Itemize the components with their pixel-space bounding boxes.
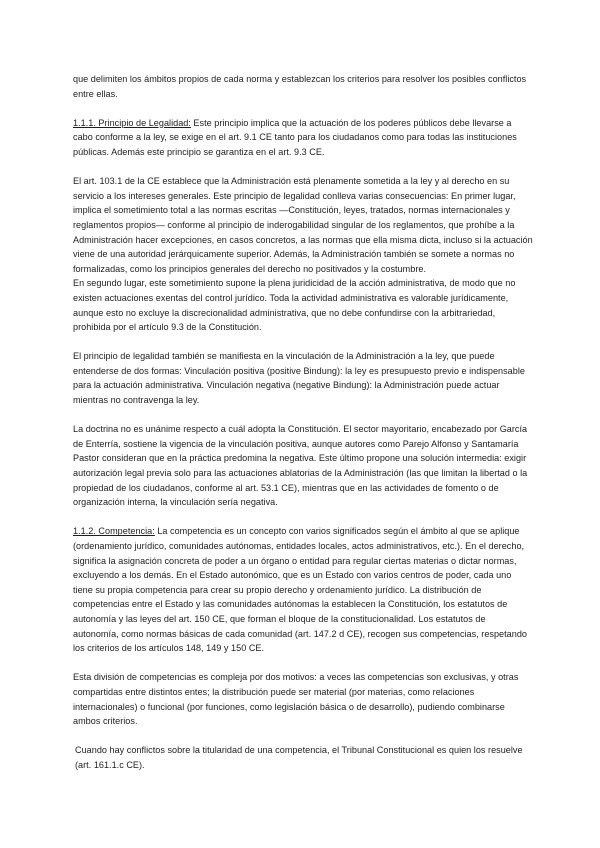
paragraph-intro-continuation: que delimiten los ámbitos propios de cada norma y establezcan los criterios para resolver los posibles conflictos entre ellas.	[73, 74, 527, 99]
paragraph-text: La competencia es un concepto con varios significados según el ámbito al que se aplique (ordenamiento jurídico, comunidades autónomas, entidades locales, actos administrativos, etc.). En el derecho, significa la asignación concreta de poder a un órgano o entidad para regular ciertas materias o dictar normas, excluyendo a los demás. En el Estado autonómico, que es un Estado con varios centros de poder, cada uno tiene su propia competencia para crear su propio derecho y ordenamiento jurídico. La distribución de competencias entre el Estado y las comunidades autónomas la establecen la Constitución, los estatutos de autonomía y las leyes del art. 150 CE, que forman el bloque de la constitucionalidad. Los estatutos de autonomía, como normas básicas de cada comunidad (art. 147.2 d CE), recogen sus competencias, respetando los criterios de los artículos 148, 149 y 150 CE.	[73, 526, 527, 654]
paragraph-segundo-lugar: En segundo lugar, este sometimiento supone la plena juridicidad de la acción administrativa, de modo que no existen actuaciones exentas del control jurídico. Toda la actividad administrativa es valorable jurídicamente, aunque esto no excluye la discrecionalidad administrativa, que no debe confundirse con la arbitrariedad, prohibida por el artículo 9.3 de la Constitución.	[73, 278, 516, 333]
section-heading-legalidad: 1.1.1. Principio de Legalidad:	[73, 117, 191, 128]
document-body	[73, 72, 533, 787]
paragraph-vinculacion: El principio de legalidad también se manifiesta en la vinculación de la Administración a la ley, que puede entenderse de dos formas: Vinculación positiva (positive Bindung): la ley es presupuesto previo e indispensable para la actuación administrativa. Vinculación negativa (negative Bindung): la Administración puede actuar mientras no contravenga la ley.	[73, 351, 525, 406]
paragraph-doctrina: La doctrina no es unánime respecto a cuál adopta la Constitución. El sector mayoritario, encabezado por García de Enterría, sostiene la vigencia de la vinculación positiva, aunque autores como Parejo Alfonso y Santamaría Pastor consideran que en la práctica predomina la negativa. Este último propone una solución intermedia: exigir autorización legal previa solo para las actuaciones ablatorias de la Administración (las que limitan la libertad o la propiedad de los ciudadanos, conforme al art. 53.1 CE), mientras que en las actividades de fomento o de organización interna, la vinculación sería negativa.	[73, 424, 528, 508]
paragraph-text: Este principio implica que la actuación de los poderes públicos debe llevarse a cabo conforme a la ley, se exige en el art. 9.1 CE tanto para los ciudadanos como para todas las instituciones públicas. Además este principio se garantiza en el art. 9.3 CE.	[73, 117, 517, 157]
section-heading-competencia: 1.1.2. Competencia:	[73, 526, 155, 537]
paragraph-division-competencias: Esta división de competencias es compleja por dos motivos: a veces las competencias son exclusivas, y otras compartidas entre distintos entes; la distribución puede ser material (por materias, como relaciones internacionales) o funcional (por funciones, como legislación básica o de desarrollo), pudiendo combinarse ambos criterios.	[73, 672, 519, 727]
paragraph-art-103: El art. 103.1 de la CE establece que la Administración está plenamente sometida a la ley y al derecho en su servicio a los intereses generales. Este principio de legalidad conlleva varias consecuencias: En primer lugar, implica el sometimiento total a las normas escritas —Constitución, leyes, tratados, normas internacionales y reglamentos propios— conforme al principio de inderogabilidad singular de los reglamentos, que prohíbe a la Administración hacer excepciones, en casos concretos, a las normas que ella misma dicta, incluso si la actuación viene de una autoridad jerárquicamente superior. Además, la Administración también se somete a normas no formalizadas, como los principios generales del derecho no positivados y la costumbre.	[73, 176, 533, 274]
paragraph-competencia	[73, 524, 533, 655]
paragraph-principio-legalidad	[73, 116, 533, 160]
paragraph-conflictos: Cuando hay conflictos sobre la titularidad de una competencia, el Tribunal Constitucional es quien los resuelve (art. 161.1.c CE).	[75, 745, 523, 770]
